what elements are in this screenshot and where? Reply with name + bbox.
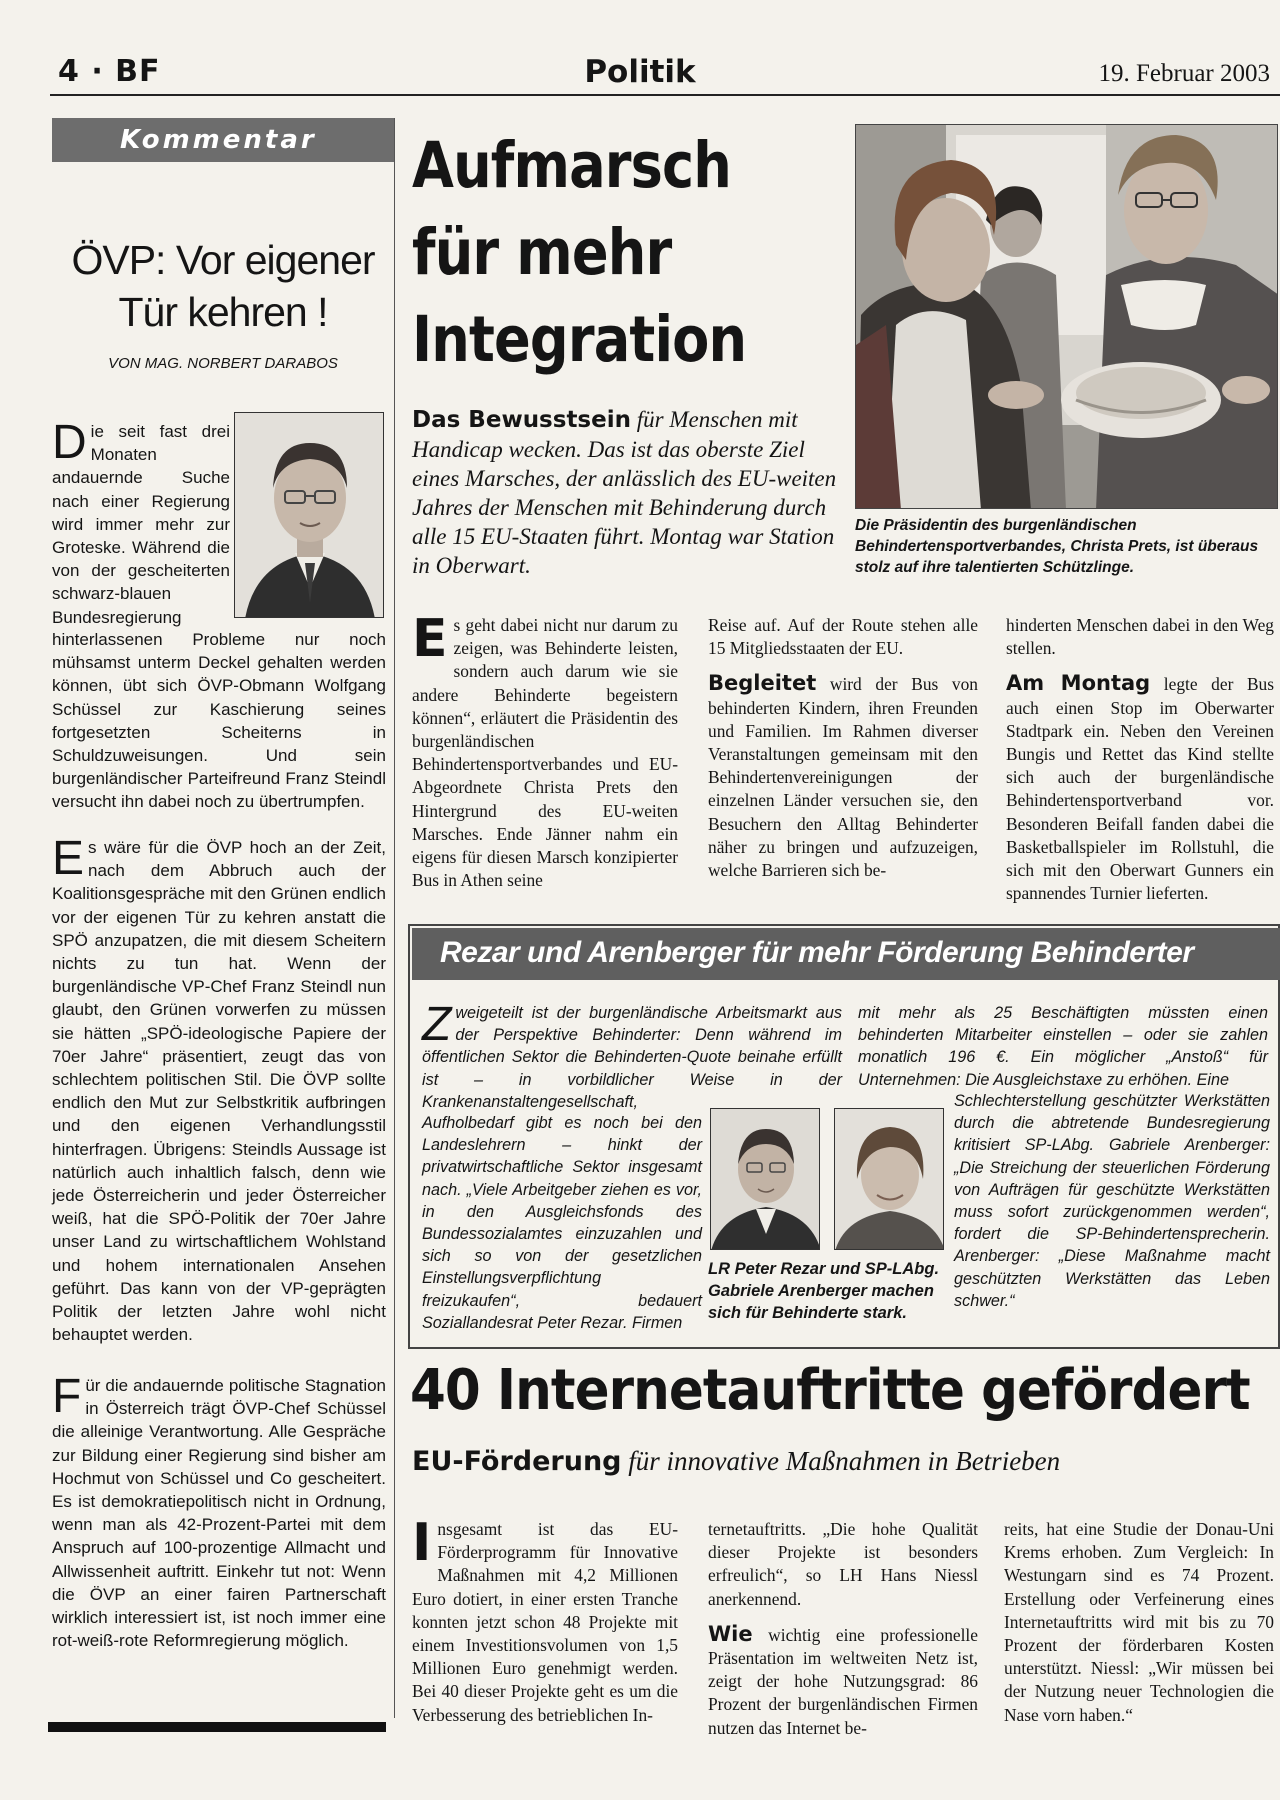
- main-column-2: [708, 614, 978, 882]
- kommentar-dropcap-1: D: [52, 416, 87, 469]
- main-lead: [412, 405, 844, 580]
- box-col2-text-a: mit mehr als 25 Beschäftigten müssten einen behinderten Mitarbeiter einstellen – oder sie zahlen monatlich 196 €. Ein möglicher „Anstoß“ für Unternehmen: Die Ausgleichstaxe zu erhöhen. Eine: [858, 1004, 1268, 1089]
- bottom-col2-kicker: Wie: [708, 1621, 753, 1646]
- main-lead-text: für Menschen mit Handicap wecken. Das ist das oberste Ziel eines Marsches, der anlässlich des EU-weiten Jahres der Menschen mit Behinderung durch alle 15 EU-Staaten führt. Montag war Station in Oberwart.: [412, 407, 837, 578]
- main-col2-kicker: Begleitet: [708, 671, 817, 696]
- kommentar-byline: VON MAG. NORBERT DARABOS: [108, 355, 338, 372]
- kommentar-text-1b: hinterlassenen Probleme nur noch mühsamst unterm Deckel gehalten werden können, übt sich ÖVP-Obmann Wolfgang Schüssel zur Kaschierung seines fortgesetzten Scheiterns in Schuldzuweisungen. Und sein burgenländischer Parteifreund Franz Steindl versucht ihn dabei noch zu übertrumpfen.: [52, 630, 386, 812]
- kommentar-title-line2: Tür kehren !: [118, 289, 328, 335]
- bottom-subheadline: [412, 1446, 1280, 1477]
- main-article-photo: [855, 124, 1278, 509]
- kommentar-text-1a: ie seit fast drei Monaten andauernde Suche nach einer Regierung wird immer mehr zur Groteske. Während die von der gescheiterten schwarz-blauen Bundesregierung: [52, 422, 230, 627]
- header-rule: [50, 94, 1280, 96]
- bottom-col3-text: reits, hat eine Studie der Donau-Uni Krems erhoben. Zum Vergleich: In Westungarn sind es 74 Prozent. Erstellung oder Verfeinerung eines Internetauftritts wird mit bis zu 70 Prozent der förderbaren Kosten unterstützt. Niessl: „Wir müssen bei der Nutzung neuer Technologien die Nase vorn haben.“: [1004, 1519, 1274, 1725]
- kommentar-paragraph-2: [52, 832, 386, 1346]
- box-photo-caption: LR Peter Rezar und SP-LAbg. Gabriele Arenberger machen sich für Behinderte stark.: [708, 1260, 940, 1322]
- main-lead-kicker: Das Bewusstsein: [412, 407, 631, 433]
- main-headline-line2: für mehr: [412, 216, 672, 289]
- box-column-1: [422, 998, 842, 1113]
- main-photo-caption: Die Präsidentin des burgenländischen Behindertensportverbandes, Christa Prets, ist überaus stolz auf ihre talentierten Schützlinge.: [855, 517, 1259, 576]
- main-col2-text-a: Reise auf. Auf der Route stehen alle 15 Mitgliedsstaaten der EU.: [708, 615, 978, 659]
- bottom-sub-kicker: EU-Förderung: [412, 1446, 622, 1477]
- box-col1-text-a: weigeteilt ist der burgenländische Arbeitsmarkt aus der Perspektive Behinderter: Denn während im öffentlichen Sektor die Behinderten-Quote beinahe erfüllt ist – in vorbildlicher Weise in der Krankenanstaltengesellschaft,: [422, 1004, 842, 1111]
- bottom-column-3: [1004, 1518, 1274, 1727]
- main-headline-line3: Integration: [412, 303, 747, 376]
- main-col2-text-b: wird der Bus von behinderten Kindern, ihren Freunden und Familien. Im Rahmen diverser Veranstaltungen gemeinsam mit den Behindertenvereinigungen der einzelnen Länder versuchen sie, den Besuchern den Alltag Behinderter näher zu bringen und aufzuzeigen, welche Barrieren sich be-: [708, 674, 978, 881]
- main-headline-line1: Aufmarsch: [412, 129, 732, 202]
- bottom-col2-text-a: ternetauftritts. „Die hohe Qualität dieser Projekte ist besonders erfreulich“, so LH Hans Niessl anerkennend.: [708, 1519, 978, 1609]
- kommentar-label: Kommentar: [52, 118, 394, 162]
- box-col1-text-b: Aufholbedarf gibt es noch bei den Landeslehrern – hinkt der privatwirtschaftliche Sektor insgesamt nach. „Viele Arbeitgeber ziehen es vor, in den Ausgleichsfonds des Bundessozialamtes einzuzahlen und sich so von der gesetzlichen Einstellungsverpflichtung freizukaufen“, bedauert Soziallandesrat Peter Rezar. Firmen: [422, 1114, 702, 1332]
- kommentar-paragraph-1b: [52, 628, 386, 814]
- bottom-sub-text: für innovative Maßnahmen in Betrieben: [621, 1446, 1061, 1476]
- rezar-portrait-photo: [710, 1108, 820, 1250]
- kommentar-end-bar: [48, 1722, 386, 1732]
- box-dropcap: Z: [422, 998, 452, 1051]
- author-portrait-photo: [234, 412, 384, 618]
- kommentar-text-3: ür die andauernde politische Stagnation in Österreich trägt ÖVP-Chef Schüssel die alleinige Verantwortung. Alle Gespräche zur Bildung einer Regierung sind bisher am Hochmut von Schüssel und Co gescheitert. Es ist demokratiepolitisch nicht in Ordnung, wenn man als 42-Prozent-Partei mit dem Anspruch auf 100-prozentige Allmacht und Allwissenheit auftritt. Einkehr tut not: Wenn die ÖVP an einer fairen Partnerschaft wirklich interessiert ist, ist noch immer eine rot-weiß-rote Reformregierung möglich.: [52, 1376, 386, 1651]
- main-headline: [412, 122, 790, 383]
- bottom-col2-text-b: wichtig eine professionelle Präsentation im weltweiten Netz ist, zeigt der hohe Nutzungsgrad: 86 Prozent der burgenländischen Firmen nutzen das Internet be-: [708, 1624, 978, 1738]
- kommentar-paragraph-3: [52, 1370, 386, 1652]
- kommentar-title: [52, 234, 394, 338]
- page-number-label: 4 · BF: [58, 54, 161, 89]
- bottom-dropcap: I: [412, 1513, 432, 1573]
- bottom-col1-text: nsgesamt ist das EU-Förderprogramm für Innovative Maßnahmen mit 4,2 Millionen Euro dotiert, in einer ersten Tranche konnten jetzt schon 48 Projekte mit einem Investitionsvolumen von 1,5 Millionen Euro genehmigt werden. Bei 40 dieser Projekte geht es um die Verbesserung des betrieblichen In-: [412, 1519, 678, 1725]
- kommentar-dropcap-2: E: [52, 832, 85, 885]
- bottom-column-1: [412, 1513, 678, 1727]
- box-column-2-continued: [954, 1090, 1270, 1312]
- kommentar-paragraph-1a: [52, 416, 230, 629]
- main-column-1: [412, 609, 678, 892]
- bottom-headline: 40 Internetauftritte gefördert: [410, 1358, 1250, 1423]
- main-column-3: [1006, 614, 1274, 905]
- main-col1-text: s geht dabei nicht nur darum zu zeigen, was Behinderte leisten, sondern auch darum wie sie andere Behinderte begeistern können“, erläutert die Präsidentin des burgenländischen Behindertensportverbandes und EU-Abgeordnete Christa Prets den Hintergrund des EU-weiten Marsches. Ende Jänner nahm ein eigens für diesen Marsch konzipierter Bus in Athen seine: [412, 615, 678, 891]
- box-column-1-continued: [422, 1112, 702, 1334]
- box-article-banner: Rezar und Arenberger für mehr Förderung Behinderter: [412, 928, 1280, 980]
- kommentar-dropcap-3: F: [52, 1370, 82, 1423]
- main-col3-text-a: hinderten Menschen dabei in den Weg stellen.: [1006, 615, 1274, 659]
- bottom-column-2: [708, 1518, 978, 1740]
- box-column-2: [858, 1002, 1268, 1091]
- column-divider: [394, 118, 395, 1718]
- main-col3-text-b: legte der Bus auch einen Stop im Oberwarter Stadtpark ein. Neben den Vereinen Bungis und Rettet das Kind stellte sich auch der burgenländische Behindertensportverband vor. Besonderen Beifall fanden dabei die Basketballspieler im Rollstuhl, die sich mit den Oberwart Gunners ein spannendes Turnier lieferten.: [1006, 674, 1275, 904]
- kommentar-title-line1: ÖVP: Vor eigener: [71, 237, 375, 283]
- issue-date: 19. Februar 2003: [1098, 60, 1270, 87]
- kommentar-text-2: s wäre für die ÖVP hoch an der Zeit, nach dem Abbruch auch der Koalitionsgespräche mit den Grünen endlich vor der eigenen Tür zu kehren anstatt die SPÖ anzupatzen, die mit diesem Scheitern nichts zu tun hat. Wenn der burgenländische VP-Chef Franz Steindl nun glaubt, den Grünen vorwerfen zu müssen sie hätten „SPÖ-ideologische Papiere der 70er Jahre“ präsentiert, zeugt das von schlechtem politischen Stil. Die ÖVP sollte endlich den Mut zur Selbstkritik aufbringen und den eigenen Verhandlungsstil hinterfragen. Übrigens: Steindls Aussage ist natürlich auch inhaltlich falsch, denn wie jede Österreicherin und jeder Österreicher weiß, hat die SPÖ-Politik der 70er Jahre unser Land zu wirtschaftlichem Wohlstand und hohem internationalen Ansehen geführt. Das kann von der VP-geprägten Politik der letzten Jahre wohl nicht behauptet werden.: [52, 838, 386, 1345]
- box-col2-text-b: Schlechterstellung geschützter Werkstätten durch die abtretende Bundesregierung kritisiert SP-LAbg. Gabriele Arenberger: „Die Streichung der steuerlichen Förderung von Aufträgen für geschützte Werkstätten muss sofort zurückgenommen werden“, fordert die SP-Behindertensprecherin. Arenberger: „Diese Maßnahme macht geschützten Werkstätten das Leben schwer.“: [954, 1092, 1270, 1310]
- main-col3-kicker: Am Montag: [1006, 671, 1151, 696]
- main-dropcap: E: [412, 609, 448, 669]
- section-title: Politik: [584, 54, 696, 90]
- arenberger-portrait-photo: [834, 1108, 944, 1250]
